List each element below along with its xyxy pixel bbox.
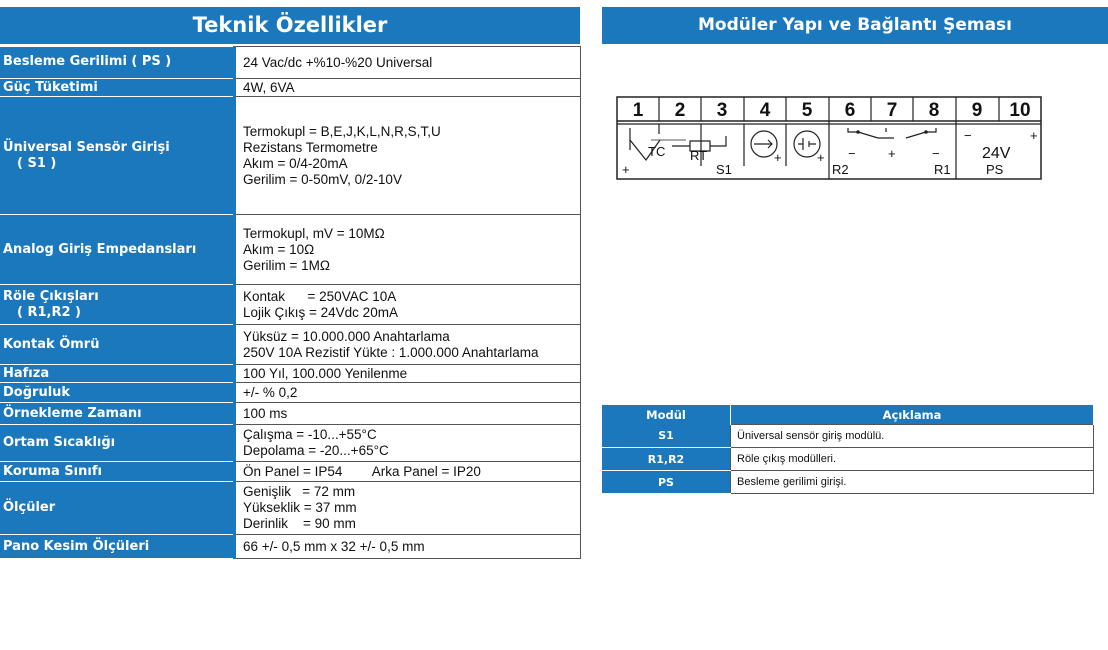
spec-label-line: Röle Çıkışları bbox=[3, 288, 99, 304]
spec-label-line: Kontak Ömrü bbox=[3, 336, 100, 352]
spec-label-line: Ortam Sıcaklığı bbox=[3, 435, 116, 450]
spec-label bbox=[0, 383, 235, 403]
ps-label: PS bbox=[986, 162, 1004, 177]
spec-value-line: 24 Vac/dc +%10-%20 Universal bbox=[243, 54, 433, 70]
module-code: S1 bbox=[602, 425, 731, 448]
spec-label bbox=[0, 97, 235, 215]
connection-diagram bbox=[616, 96, 1042, 180]
spec-value bbox=[235, 79, 581, 97]
spec-row bbox=[0, 462, 581, 482]
spec-value bbox=[235, 215, 581, 285]
terminal-7: 7 bbox=[886, 100, 898, 121]
spec-value-line: Termokupl, mV = 10MΩ bbox=[243, 225, 385, 241]
spec-label bbox=[0, 79, 235, 97]
terminal-5: 5 bbox=[801, 100, 813, 121]
spec-value-line: 100 Yıl, 100.000 Yenilenme bbox=[243, 365, 408, 381]
spec-value bbox=[235, 535, 581, 559]
r1-minus-sign: − bbox=[932, 146, 940, 161]
spec-value bbox=[235, 482, 581, 535]
spec-value-line: Ön Panel = IP54 Arka Panel = IP20 bbox=[243, 463, 481, 479]
ps-plus-sign: + bbox=[1030, 128, 1038, 143]
spec-row bbox=[0, 325, 581, 365]
spec-value-line: Yüksüz = 10.000.000 Anahtarlama bbox=[243, 328, 450, 344]
spec-label bbox=[0, 482, 235, 535]
module-table bbox=[602, 405, 1094, 494]
r2-minus-sign: − bbox=[848, 146, 856, 161]
spec-value-line: Termokupl = B,E,J,K,L,N,R,S,T,U bbox=[243, 123, 441, 139]
spec-label bbox=[0, 47, 235, 79]
spec-row bbox=[0, 425, 581, 462]
relay-r1-contact bbox=[906, 128, 936, 138]
spec-label bbox=[0, 535, 235, 559]
spec-label bbox=[0, 425, 235, 462]
terminal-10: 10 bbox=[1009, 100, 1031, 121]
spec-value-line: Lojik Çıkış = 24Vdc 20mA bbox=[243, 304, 398, 320]
tc-label: TC bbox=[648, 144, 666, 159]
spec-label-line: Pano Kesim Ölçüleri bbox=[3, 538, 150, 554]
spec-value bbox=[235, 97, 581, 215]
spec-value-line: 100 ms bbox=[243, 405, 288, 421]
spec-label bbox=[0, 462, 235, 482]
module-description: Üniversal sensör giriş modülü. bbox=[731, 425, 1094, 448]
module-description: Röle çıkış modülleri. bbox=[731, 448, 1094, 471]
spec-value-line: 4W, 6VA bbox=[243, 79, 295, 95]
terminal-6: 6 bbox=[844, 100, 856, 121]
relay-r2-contact bbox=[848, 128, 878, 138]
spec-label-line: Koruma Sınıfı bbox=[3, 463, 102, 479]
spec-value-line: Gerilim = 0-50mV, 0/2-10V bbox=[243, 171, 402, 187]
spec-value-line: Rezistans Termometre bbox=[243, 139, 378, 155]
voltage-24v-label: 24V bbox=[982, 145, 1011, 162]
spec-label bbox=[0, 285, 235, 325]
spec-value-line: Akım = 0/4-20mA bbox=[243, 155, 348, 171]
spec-row bbox=[0, 47, 581, 79]
diagram-title: Modüler Yapı ve Bağlantı Şeması bbox=[602, 7, 1108, 44]
terminal-1: 1 bbox=[632, 100, 644, 121]
spec-row bbox=[0, 535, 581, 559]
module-row bbox=[602, 448, 1094, 471]
spec-table bbox=[0, 46, 581, 559]
relay-common-plus-sign: + bbox=[888, 146, 896, 161]
spec-label-line: Üniversal Sensör Girişi bbox=[3, 139, 170, 155]
spec-value-line: Depolama = -20...+65°C bbox=[243, 443, 389, 458]
spec-label bbox=[0, 365, 235, 383]
spec-label bbox=[0, 325, 235, 365]
module-column-header: Modül bbox=[602, 405, 731, 425]
spec-label bbox=[0, 403, 235, 425]
terminal-9: 9 bbox=[971, 100, 983, 121]
spec-value bbox=[235, 425, 581, 462]
spec-value bbox=[235, 403, 581, 425]
module-code: PS bbox=[602, 471, 731, 494]
module-row bbox=[602, 471, 1094, 494]
spec-label-line: Doğruluk bbox=[3, 384, 71, 400]
spec-label-line: Analog Giriş Empedansları bbox=[3, 241, 197, 257]
spec-title: Teknik Özellikler bbox=[0, 7, 580, 44]
spec-value-line: Akım = 10Ω bbox=[243, 241, 315, 257]
spec-label-line: Hafıza bbox=[3, 365, 50, 381]
ps-minus-sign: − bbox=[964, 128, 972, 143]
voltage-plus-sign: + bbox=[817, 150, 825, 165]
module-code: R1,R2 bbox=[602, 448, 731, 471]
spec-value-line: Çalışma = -10...+55°C bbox=[243, 427, 377, 442]
spec-value-line: Gerilim = 1MΩ bbox=[243, 257, 330, 273]
spec-row bbox=[0, 97, 581, 215]
spec-value bbox=[235, 383, 581, 403]
spec-value bbox=[235, 325, 581, 365]
spec-value bbox=[235, 285, 581, 325]
tc-plus-sign: + bbox=[622, 162, 630, 177]
description-column-header: Açıklama bbox=[731, 405, 1094, 425]
spec-row bbox=[0, 365, 581, 383]
spec-row bbox=[0, 285, 581, 325]
spec-value bbox=[235, 47, 581, 79]
terminal-8: 8 bbox=[928, 100, 940, 121]
spec-label-line: Örnekleme Zamanı bbox=[3, 405, 142, 421]
spec-label-line: Besleme Gerilimi ( PS ) bbox=[3, 54, 172, 70]
r1-label: R1 bbox=[934, 162, 951, 177]
spec-label-line: Güç Tüketimi bbox=[3, 79, 98, 95]
spec-row bbox=[0, 403, 581, 425]
spec-value-line: Kontak = 250VAC 10A bbox=[243, 288, 397, 304]
spec-label-line: Ölçüler bbox=[3, 500, 56, 515]
module-description: Besleme gerilimi girişi. bbox=[731, 471, 1094, 494]
current-plus-sign: + bbox=[774, 150, 782, 165]
spec-row bbox=[0, 383, 581, 403]
spec-value-line: Genişlik = 72 mm bbox=[243, 484, 356, 499]
s1-label: S1 bbox=[716, 162, 732, 177]
spec-label bbox=[0, 215, 235, 285]
terminal-2: 2 bbox=[674, 100, 686, 121]
spec-value bbox=[235, 462, 581, 482]
spec-row bbox=[0, 215, 581, 285]
spec-value-line: +/- % 0,2 bbox=[243, 384, 298, 400]
r2-label: R2 bbox=[832, 162, 849, 177]
terminal-3: 3 bbox=[716, 100, 728, 121]
spec-value-line: 250V 10A Rezistif Yükte : 1.000.000 Anahtarlama bbox=[243, 344, 539, 360]
rt-label: RT bbox=[690, 148, 708, 163]
terminal-4: 4 bbox=[759, 100, 771, 121]
spec-label-line: ( S1 ) bbox=[17, 155, 57, 171]
module-row bbox=[602, 425, 1094, 448]
spec-value-line: Derinlik = 90 mm bbox=[243, 516, 356, 531]
spec-row bbox=[0, 79, 581, 97]
spec-value bbox=[235, 365, 581, 383]
spec-value-line: Yükseklik = 37 mm bbox=[243, 500, 357, 515]
spec-row bbox=[0, 482, 581, 535]
spec-label-line: ( R1,R2 ) bbox=[17, 304, 81, 320]
spec-value-line: 66 +/- 0,5 mm x 32 +/- 0,5 mm bbox=[243, 538, 425, 554]
